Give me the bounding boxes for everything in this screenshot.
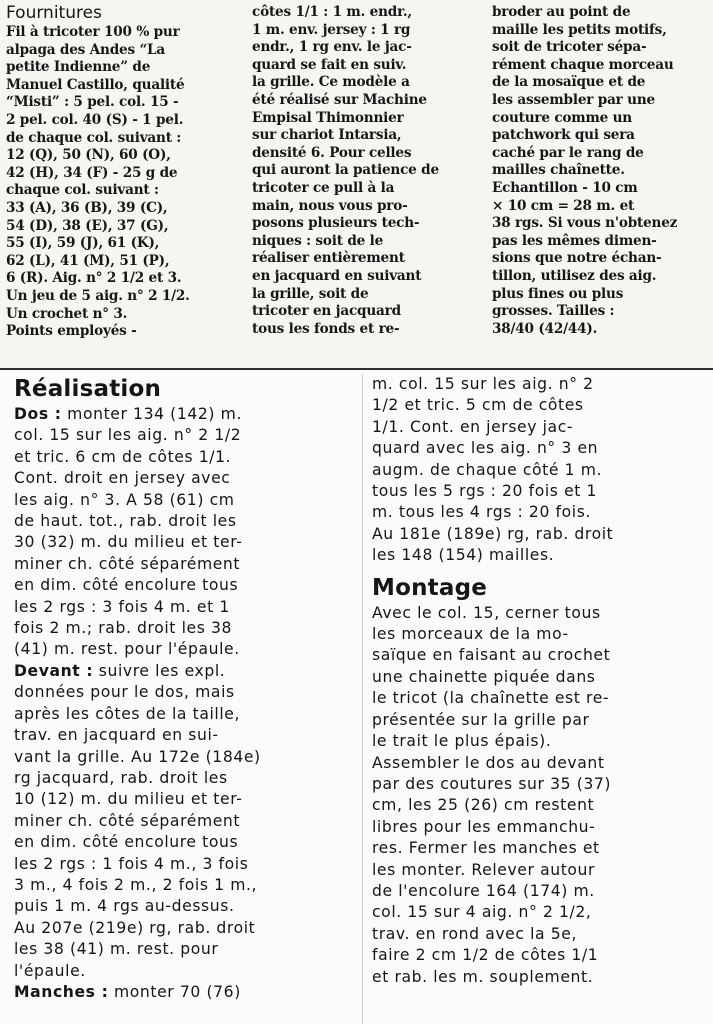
text-line: de chaque col. suivant : bbox=[6, 129, 182, 146]
text-line: 38 rgs. Si vous n'obtenez bbox=[492, 215, 678, 232]
text-line: sions que notre échan- bbox=[492, 250, 662, 267]
text-line: pas les mêmes dimen- bbox=[492, 232, 657, 249]
text-line: quard avec les aig. n° 3 en bbox=[372, 439, 599, 458]
text-line: Au 181e (189e) rg, rab. droit bbox=[372, 524, 614, 543]
text-line: tricoter ce pull à la bbox=[252, 179, 395, 196]
text-line: 12 (Q), 50 (N), 60 (O), bbox=[6, 147, 171, 164]
montage-text bbox=[372, 603, 708, 988]
text-line: et rab. les m. souplement. bbox=[372, 967, 594, 986]
text-line: la grille. Ce modèle a bbox=[252, 74, 410, 91]
text-line: 1 m. env. jersey : 1 rg bbox=[252, 21, 411, 38]
text-line: les 2 rgs : 1 fois 4 m., 3 fois bbox=[14, 854, 249, 873]
text-line: Un jeu de 5 aig. n° 2 1/2. bbox=[6, 287, 190, 304]
text-line: “Misti” : 5 pel. col. 15 - bbox=[6, 94, 179, 111]
text-line: tous les fonds et re- bbox=[252, 320, 400, 337]
text-line: le tricot (la chaînette est re- bbox=[372, 689, 610, 708]
devant-first-text: suivre les expl. bbox=[93, 661, 226, 680]
text-line: en dim. côté encolure tous bbox=[14, 833, 239, 852]
text-line: de haut. tot., rab. droit les bbox=[14, 512, 237, 531]
text-line: densité 6. Pour celles bbox=[252, 144, 412, 161]
text-line: endr., 1 rg env. le jac- bbox=[252, 39, 412, 56]
supplies-column-2 bbox=[252, 4, 482, 338]
text-line: vant la grille. Au 172e (184e) bbox=[14, 747, 261, 766]
text-line: données pour le dos, mais bbox=[14, 683, 235, 702]
text-line: les 38 (41) m. rest. pour bbox=[14, 940, 219, 959]
text-line: res. Fermer les manches et bbox=[372, 839, 600, 858]
techniques-text bbox=[252, 4, 482, 338]
text-line: les monter. Relever autour bbox=[372, 860, 596, 879]
manches-first-line bbox=[14, 982, 360, 1003]
manches-continued-text bbox=[372, 374, 708, 567]
text-line: petite Indienne” de bbox=[6, 59, 151, 76]
text-line: les morceaux de la mo- bbox=[372, 625, 569, 644]
text-line: le trait le plus épais). bbox=[372, 732, 552, 751]
text-line: Echantillon - 10 cm bbox=[492, 179, 638, 196]
text-line: miner ch. côté séparément bbox=[14, 554, 241, 573]
text-line: les aig. n° 3. A 58 (61) cm bbox=[14, 490, 235, 509]
text-line: Assembler le dos au devant bbox=[372, 753, 605, 772]
text-line: 54 (D), 38 (E), 37 (G), bbox=[6, 217, 169, 234]
supplies-section bbox=[0, 0, 713, 368]
text-line: tillon, utilisez des aig. bbox=[492, 267, 657, 284]
dos-text bbox=[14, 425, 360, 660]
supplies-text bbox=[6, 24, 238, 341]
text-line: de la mosaïque et de bbox=[492, 74, 646, 91]
text-line: 10 (12) m. du milieu et ter- bbox=[14, 790, 243, 809]
text-line: après les côtes de la taille, bbox=[14, 704, 241, 723]
text-line: trav. en jacquard en sui- bbox=[14, 726, 219, 745]
text-line: niques : soit de le bbox=[252, 232, 384, 249]
text-line: couture comme un bbox=[492, 109, 632, 126]
text-line: × 10 cm = 28 m. et bbox=[492, 197, 635, 214]
dos-label: Dos : bbox=[14, 405, 62, 423]
text-line: 62 (L), 41 (M), 51 (P), bbox=[6, 252, 170, 269]
text-line: (41) m. rest. pour l'épaule. bbox=[14, 640, 240, 659]
text-line: 3 m., 4 fois 2 m., 2 fois 1 m., bbox=[14, 875, 258, 894]
text-line: fois 2 m.; rab. droit les 38 bbox=[14, 619, 233, 638]
text-line: m. col. 15 sur les aig. n° 2 bbox=[372, 375, 594, 393]
text-line: faire 2 cm 1/2 de côtes 1/1 bbox=[372, 946, 599, 965]
text-line: caché par le rang de bbox=[492, 144, 644, 161]
text-line: par des coutures sur 35 (37) bbox=[372, 774, 612, 793]
text-line: 1/2 et tric. 5 cm de côtes bbox=[372, 396, 584, 415]
supplies-column-1 bbox=[6, 4, 238, 341]
text-line: col. 15 sur 4 aig. n° 2 1/2, bbox=[372, 903, 592, 922]
text-line: la grille, soit de bbox=[252, 285, 369, 302]
gauge-text bbox=[492, 4, 708, 338]
text-line: alpaga des Andes “La bbox=[6, 41, 166, 58]
text-line: 55 (I), 59 (J), 61 (K), bbox=[6, 235, 160, 252]
text-line: Fil à tricoter 100 % pur bbox=[6, 24, 180, 40]
text-line: mailles chaînette. bbox=[492, 162, 625, 179]
text-line: Avec le col. 15, cerner tous bbox=[372, 603, 601, 622]
text-line: l'épaule. bbox=[14, 961, 86, 980]
text-line: 30 (32) m. du milieu et ter- bbox=[14, 533, 243, 552]
text-line: les 148 (154) mailles. bbox=[372, 546, 555, 565]
text-line: Points employés - bbox=[6, 323, 137, 340]
devant-text bbox=[14, 682, 360, 982]
text-line: soit de tricoter sépa- bbox=[492, 39, 647, 56]
text-line: présentée sur la grille par bbox=[372, 710, 590, 729]
text-line: main, nous vous pro- bbox=[252, 197, 408, 214]
text-line: broder au point de bbox=[492, 4, 631, 20]
text-line: patchwork qui sera bbox=[492, 127, 635, 144]
text-line: Empisal Thimonnier bbox=[252, 109, 404, 126]
devant-first-line bbox=[14, 661, 360, 682]
text-line: 33 (A), 36 (B), 39 (C), bbox=[6, 199, 168, 216]
text-line: 38/40 (42/44). bbox=[492, 320, 598, 337]
text-line: réaliser entièrement bbox=[252, 250, 405, 267]
text-line: libres pour les emmanchu- bbox=[372, 817, 596, 836]
text-line: 6 (R). Aig. n° 2 1/2 et 3. bbox=[6, 270, 182, 287]
manches-first-text: monter 70 (76) bbox=[108, 982, 241, 1001]
text-line: 42 (H), 34 (F) - 25 g de bbox=[6, 164, 178, 181]
text-line: grosses. Tailles : bbox=[492, 303, 615, 320]
section-heading-fournitures: Fournitures bbox=[6, 3, 102, 23]
devant-label: Devant : bbox=[14, 661, 94, 680]
devant-paragraph bbox=[14, 661, 360, 982]
text-line: plus fines ou plus bbox=[492, 285, 624, 302]
text-line: de l'encolure 164 (174) m. bbox=[372, 881, 595, 900]
text-line: maille les petits motifs, bbox=[492, 21, 667, 38]
text-line: puis 1 m. 4 rgs au-dessus. bbox=[14, 897, 235, 916]
section-heading-realisation: Réalisation bbox=[14, 376, 162, 402]
text-line: tricoter en jacquard bbox=[252, 303, 401, 320]
text-line: été réalisé sur Machine bbox=[252, 91, 427, 108]
supplies-column-3 bbox=[492, 4, 708, 338]
text-line: en jacquard en suivant bbox=[252, 267, 422, 284]
dos-first-text: monter 134 (142) m. bbox=[61, 405, 243, 423]
text-line: Cont. droit en jersey avec bbox=[14, 469, 231, 488]
text-line: cm, les 25 (26) cm restent bbox=[372, 796, 595, 815]
text-line: une chainette piquée dans bbox=[372, 667, 596, 686]
section-divider bbox=[0, 368, 713, 370]
section-heading-montage: Montage bbox=[372, 574, 488, 601]
text-line: rément chaque morceau bbox=[492, 56, 674, 73]
text-line: chaque col. suivant : bbox=[6, 182, 159, 199]
text-line: en dim. côté encolure tous bbox=[14, 576, 239, 595]
instructions-column-1 bbox=[14, 374, 360, 1003]
text-line: sur chariot Intarsia, bbox=[252, 127, 402, 144]
text-line: quard se fait en suiv. bbox=[252, 56, 407, 73]
text-line: 1/1. Cont. en jersey jac- bbox=[372, 417, 574, 436]
text-line: saïque en faisant au crochet bbox=[372, 646, 611, 665]
text-line: trav. en rond avec la 5e, bbox=[372, 924, 578, 943]
text-line: col. 15 sur les aig. n° 2 1/2 bbox=[14, 426, 242, 445]
text-line: Au 207e (219e) rg, rab. droit bbox=[14, 918, 256, 937]
column-divider bbox=[362, 374, 363, 1024]
instructions-column-2 bbox=[372, 374, 708, 988]
text-line: qui auront la patience de bbox=[252, 162, 439, 179]
text-line: les assembler par une bbox=[492, 91, 655, 108]
text-line: Un crochet n° 3. bbox=[6, 305, 128, 322]
text-line: côtes 1/1 : 1 m. endr., bbox=[252, 4, 412, 20]
text-line: m. tous les 4 rgs : 20 fois. bbox=[372, 503, 591, 522]
manches-paragraph bbox=[14, 982, 360, 1003]
dos-first-line bbox=[14, 404, 360, 425]
text-line: les 2 rgs : 3 fois 4 m. et 1 bbox=[14, 597, 230, 616]
text-line: Manuel Castillo, qualité bbox=[6, 76, 185, 93]
manches-label: Manches : bbox=[14, 982, 109, 1001]
text-line: et tric. 6 cm de côtes 1/1. bbox=[14, 447, 232, 466]
text-line: tous les 5 rgs : 20 fois et 1 bbox=[372, 482, 598, 501]
text-line: augm. de chaque côté 1 m. bbox=[372, 460, 603, 479]
text-line: miner ch. côté séparément bbox=[14, 811, 241, 830]
text-line: posons plusieurs tech- bbox=[252, 215, 420, 232]
text-line: rg jacquard, rab. droit les bbox=[14, 768, 228, 787]
text-line: 2 pel. col. 40 (S) - 1 pel. bbox=[6, 111, 184, 128]
dos-paragraph bbox=[14, 404, 360, 661]
